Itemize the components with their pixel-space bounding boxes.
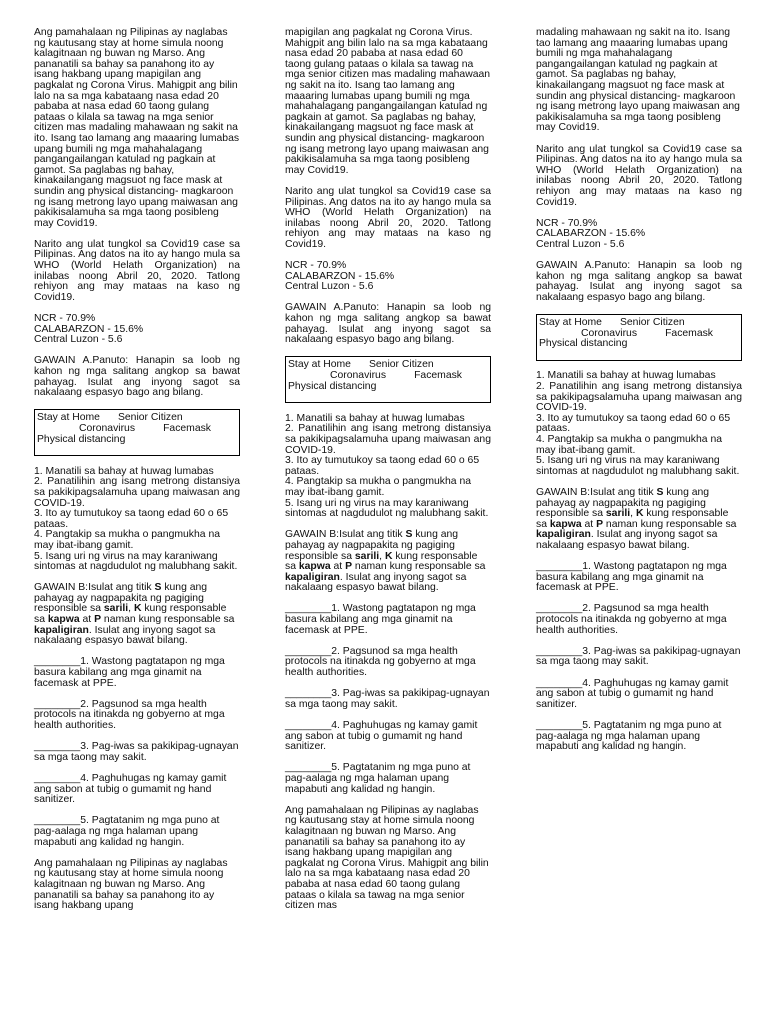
intro-text-b: mapigilan ang pagkalat ng Corona Virus. Mahigpit ang bilin lalo na sa mga kabataang nasa edad 20 pababa at nasa edad 60 taong gulang pataas o kilala sa tawag na mga senior citizen mas — [285, 27, 488, 81]
list-item: ________1. Wastong pagtatapon ng mga basura kabilang ang mga ginamit na facemask at PPE. — [285, 603, 476, 636]
intro-text-b: mapigilan ang pagkalat ng Corona Virus. Mahigpit ang bilin lalo na sa mga kabataang nasa edad 20 pababa at nasa edad 60 taong gulang pataas o kilala sa tawag na mga senior citizen mas — [34, 69, 238, 134]
stat-calabarzon: CALABARZON - 15.6% — [34, 323, 144, 335]
list-item: 4. Pangtakip sa mukha o pangmukha na may ibat-ibang gamit. — [536, 433, 723, 456]
gawain-b-instructions: GAWAIN B:Isulat ang titik S kung ang pahayag ay nagpapakita ng pagiging responsible sa sarili, K kung responsable sa kapwa at P naman kung responsable sa kapaligiran. Isulat ang inyong sagot sa nakalaang espasyo bawat bilang. — [285, 529, 486, 594]
word-coronavirus: Coronavirus — [79, 422, 136, 434]
gawain-a-instructions: GAWAIN A.Panuto: Hanapin sa loob ng kahon ng mga salitang angkop sa bawat pahayag. Isulat ang inyong sagot sa nakalaang espasyo bago ang bilang. — [34, 355, 240, 399]
list-item: 2. Panatilihin ang isang metrong distansiya sa pakikipagsalamuha upang maiwasan ang COVID-19. — [536, 381, 742, 414]
list-item: ________5. Pagtatanim ng mga puno at pag-aalaga ng mga halaman upang mapabuti ang kalidad ng hangin. — [285, 762, 471, 795]
list-item: 1. Manatili sa bahay at huwag lumabas — [536, 370, 716, 382]
stat-ncr: NCR - 70.9% — [34, 313, 96, 325]
list-item: ________1. Wastong pagtatapon ng mga basura kabilang ang mga ginamit na facemask at PPE. — [34, 656, 225, 689]
gawain-a-items — [34, 467, 240, 573]
list-item: 3. Ito ay tumutukoy sa taong edad 60 o 65 pataas. — [536, 412, 731, 435]
list-item: ________3. Pag-iwas sa pakikipag-ugnayan sa mga taong may sakit. — [285, 688, 490, 710]
word-stay-at-home: Stay at Home — [37, 412, 100, 424]
list-item: 2. Panatilihin ang isang metrong distansiya sa pakikipagsalamuha upang maiwasan ang COVID-19. — [34, 476, 240, 509]
column-1 — [34, 28, 240, 922]
intro-text-a: Ang pamahalaan ng Pilipinas ay naglabas ng kautusang stay at home simula noong kalagitnaan ng buwan ng Marso. Ang pananatili sa bahay sa panahong ito ay isang hakbang upang — [285, 804, 479, 859]
list-item: ________2. Pagsunod sa mga health protocols na itinakda ng gobyerno at mga health authorities. — [536, 603, 727, 636]
list-item: ________4. Paghuhugas ng kamay gamit ang sabon at tubig o gumamit ng hand sanitizer. — [285, 720, 478, 753]
list-item: ________2. Pagsunod sa mga health protocols na itinakda ng gobyerno at mga health authorities. — [285, 645, 476, 679]
word-coronavirus: Coronavirus — [330, 370, 387, 381]
word-senior-citizen: Senior Citizen — [368, 359, 434, 371]
stats-list — [536, 219, 742, 251]
word-box — [536, 314, 742, 361]
report-paragraph: Narito ang ulat tungkol sa Covid19 case sa Pilipinas. Ang datos na ito ay hango mula sa WHO (World Helath Organization) na inilabas noong Abril 20, 2020. Tatlong rehiyon ang may mataas na kaso ng Covid19. — [285, 185, 491, 250]
word-physical-distancing: Physical distancing — [539, 338, 628, 350]
list-item: 4. Pangtakip sa mukha o pangmukha na may ibat-ibang gamit. — [34, 529, 221, 551]
intro-paragraph-repeat — [285, 806, 491, 912]
list-item: 2. Panatilihin ang isang metrong distansiya sa pakikipagsalamuha upang maiwasan ang COVID-19. — [285, 423, 491, 456]
intro-text-a: Ang pamahalaan ng Pilipinas ay naglabas ng kautusang stay at home simula noong kalagitnaan ng buwan ng Marso. Ang pananatili sa bahay sa panahong ito ay isang hakbang upang — [34, 27, 228, 81]
list-item: 3. Ito ay tumutukoy sa taong edad 60 o 65 pataas. — [34, 508, 229, 530]
report-paragraph: Narito ang ulat tungkol sa Covid19 case sa Pilipinas. Ang datos na ito ay hango mula sa WHO (World Helath Organization) na inilabas noong Abril 20, 2020. Tatlong rehiyon ang may mataas na kaso ng Covid19. — [34, 238, 240, 303]
column-3 — [536, 28, 742, 763]
list-item: ________1. Wastong pagtatapon ng mga basura kabilang ang mga ginamit na facemask at PPE. — [536, 561, 727, 594]
intro-paragraph-continued — [285, 28, 491, 176]
word-physical-distancing: Physical distancing — [288, 380, 377, 392]
gawain-a-items — [536, 371, 742, 477]
report-paragraph: Narito ang ulat tungkol sa Covid19 case sa Pilipinas. Ang datos na ito ay hango mula sa WHO (World Helath Organization) na inilabas noong Abril 20, 2020. Tatlong rehiyon ang may mataas na kaso ng Covid19. — [536, 143, 742, 208]
word-box — [285, 356, 491, 403]
gawain-a-instructions: GAWAIN A.Panuto: Hanapin sa loob ng kahon ng mga salitang angkop sa bawat pahayag. Isulat ang inyong sagot sa nakalaang espasyo bago ang bilang. — [285, 302, 491, 346]
list-item: 5. Isang uri ng virus na may karaniwang sintomas at nagdudulot ng malubhang sakit. — [285, 497, 489, 520]
intro-text-b: mapigilan ang pagkalat ng Corona Virus. Mahigpit ang bilin lalo na sa mga kabataang nasa edad 20 pababa at nasa edad 60 taong gulang pataas o kilala sa tawag na mga senior citizen mas — [285, 847, 489, 912]
list-item: 4. Pangtakip sa mukha o pangmukha na may ibat-ibang gamit. — [285, 476, 472, 498]
list-item: 1. Manatili sa bahay at huwag lumabas — [285, 412, 465, 424]
word-physical-distancing: Physical distancing — [37, 433, 126, 445]
list-item: ________4. Paghuhugas ng kamay gamit ang sabon at tubig o gumamit ng hand sanitizer. — [34, 772, 227, 806]
gawain-b-instructions: GAWAIN B:Isulat ang titik S kung ang pahayag ay nagpapakita ng pagiging responsible sa sarili, K kung responsable sa kapwa at P naman kung responsable sa kapaligiran. Isulat ang inyong sagot sa nakalaang espasyo bawat bilang. — [536, 486, 737, 551]
word-stay-at-home: Stay at Home — [539, 317, 602, 329]
word-box — [34, 409, 240, 456]
stat-ncr: NCR - 70.9% — [285, 260, 347, 272]
word-facemask: Facemask — [414, 370, 462, 381]
word-facemask: Facemask — [163, 422, 211, 434]
word-facemask: Facemask — [665, 327, 713, 339]
stat-calabarzon: CALABARZON - 15.6% — [285, 270, 395, 282]
stats-list — [285, 261, 491, 293]
word-coronavirus: Coronavirus — [581, 327, 638, 339]
list-item: ________3. Pag-iwas sa pakikipag-ugnayan sa mga taong may sakit. — [536, 645, 741, 668]
list-item: ________5. Pagtatanim ng mga puno at pag-aalaga ng mga halaman upang mapabuti ang kalidad ng hangin. — [536, 720, 722, 753]
stat-central-luzon: Central Luzon - 5.6 — [34, 334, 123, 346]
intro-paragraph-repeat: Ang pamahalaan ng Pilipinas ay naglabas ng kautusang stay at home simula noong kalagitnaan ng buwan ng Marso. Ang pananatili sa bahay sa panahong ito ay isang hakbang upang — [34, 857, 228, 912]
stat-calabarzon: CALABARZON - 15.6% — [536, 228, 646, 240]
intro-text-c: madaling mahawaan ng sakit na ito. Isang tao lamang ang maaaring lumabas upang bumili ng mga mahahalagang pangangailangan katulad ng pagkain at gamot. Sa paglabas ng bahay, kinakailangang magsuot ng face mask at sundin ang physical distancing- magkaroon ng isang metrong layo upang maiwasan ang pakikisalamuha sa mga taong posibleng may Covid19. — [285, 69, 491, 176]
list-item: ________3. Pag-iwas sa pakikipag-ugnayan sa mga taong may sakit. — [34, 741, 239, 763]
list-item: 1. Manatili sa bahay at huwag lumabas — [34, 465, 214, 477]
list-item: ________2. Pagsunod sa mga health protocols na itinakda ng gobyerno at mga health authorities. — [34, 698, 225, 731]
intro-paragraph-continued: madaling mahawaan ng sakit na ito. Isang tao lamang ang maaaring lumabas upang bumili ng mga mahahalagang pangangailangan katulad ng pagkain at gamot. Sa paglabas ng bahay, kinakailangang magsuot ng face mask at sundin ang physical distancing- magkaroon ng isang metrong layo upang maiwasan ang pakikisalamuha sa mga taong posibleng may Covid19. — [536, 27, 740, 134]
list-item: 3. Ito ay tumutukoy sa taong edad 60 o 65 pataas. — [285, 455, 480, 477]
list-item: 5. Isang uri ng virus na may karaniwang sintomas at nagdudulot ng malubhang sakit. — [34, 550, 238, 573]
list-item: ________4. Paghuhugas ng kamay gamit ang sabon at tubig o gumamit ng hand sanitizer. — [536, 677, 729, 710]
stat-ncr: NCR - 70.9% — [536, 217, 598, 229]
stat-central-luzon: Central Luzon - 5.6 — [285, 281, 374, 293]
gawain-a-instructions: GAWAIN A.Panuto: Hanapin sa loob ng kahon ng mga salitang angkop sa bawat pahayag. Isulat ang inyong sagot sa nakalaang espasyo bago ang bilang. — [536, 260, 742, 303]
intro-text-c: madaling mahawaan ng sakit na ito. Isang tao lamang ang maaaring lumabas upang bumili ng mga mahahalagang pangangailangan katulad ng pagkain at gamot. Sa paglabas ng bahay, kinakailangang magsuot ng face mask at sundin ang physical distancing- magkaroon ng isang metrong layo upang maiwasan ang pakikisalamuha sa mga taong posibleng may Covid19. — [34, 122, 240, 229]
stats-list — [34, 314, 240, 346]
intro-paragraph — [34, 28, 240, 229]
column-2 — [285, 28, 491, 922]
stat-central-luzon: Central Luzon - 5.6 — [536, 238, 625, 250]
list-item: 5. Isang uri ng virus na may karaniwang sintomas at nagdudulot ng malubhang sakit. — [536, 455, 740, 477]
word-senior-citizen: Senior Citizen — [619, 317, 685, 329]
gawain-b-instructions: GAWAIN B:Isulat ang titik S kung ang pahayag ay nagpapakita ng pagiging responsible sa sarili, K kung responsable sa kapwa at P naman kung responsable sa kapaligiran. Isulat ang inyong sagot sa nakalaang espasyo bawat bilang. — [34, 582, 235, 647]
list-item: ________5. Pagtatanim ng mga puno at pag-aalaga ng mga halaman upang mapabuti ang kalidad ng hangin. — [34, 815, 220, 848]
gawain-a-items — [285, 414, 491, 520]
word-senior-citizen: Senior Citizen — [117, 412, 183, 424]
word-stay-at-home: Stay at Home — [288, 359, 351, 371]
